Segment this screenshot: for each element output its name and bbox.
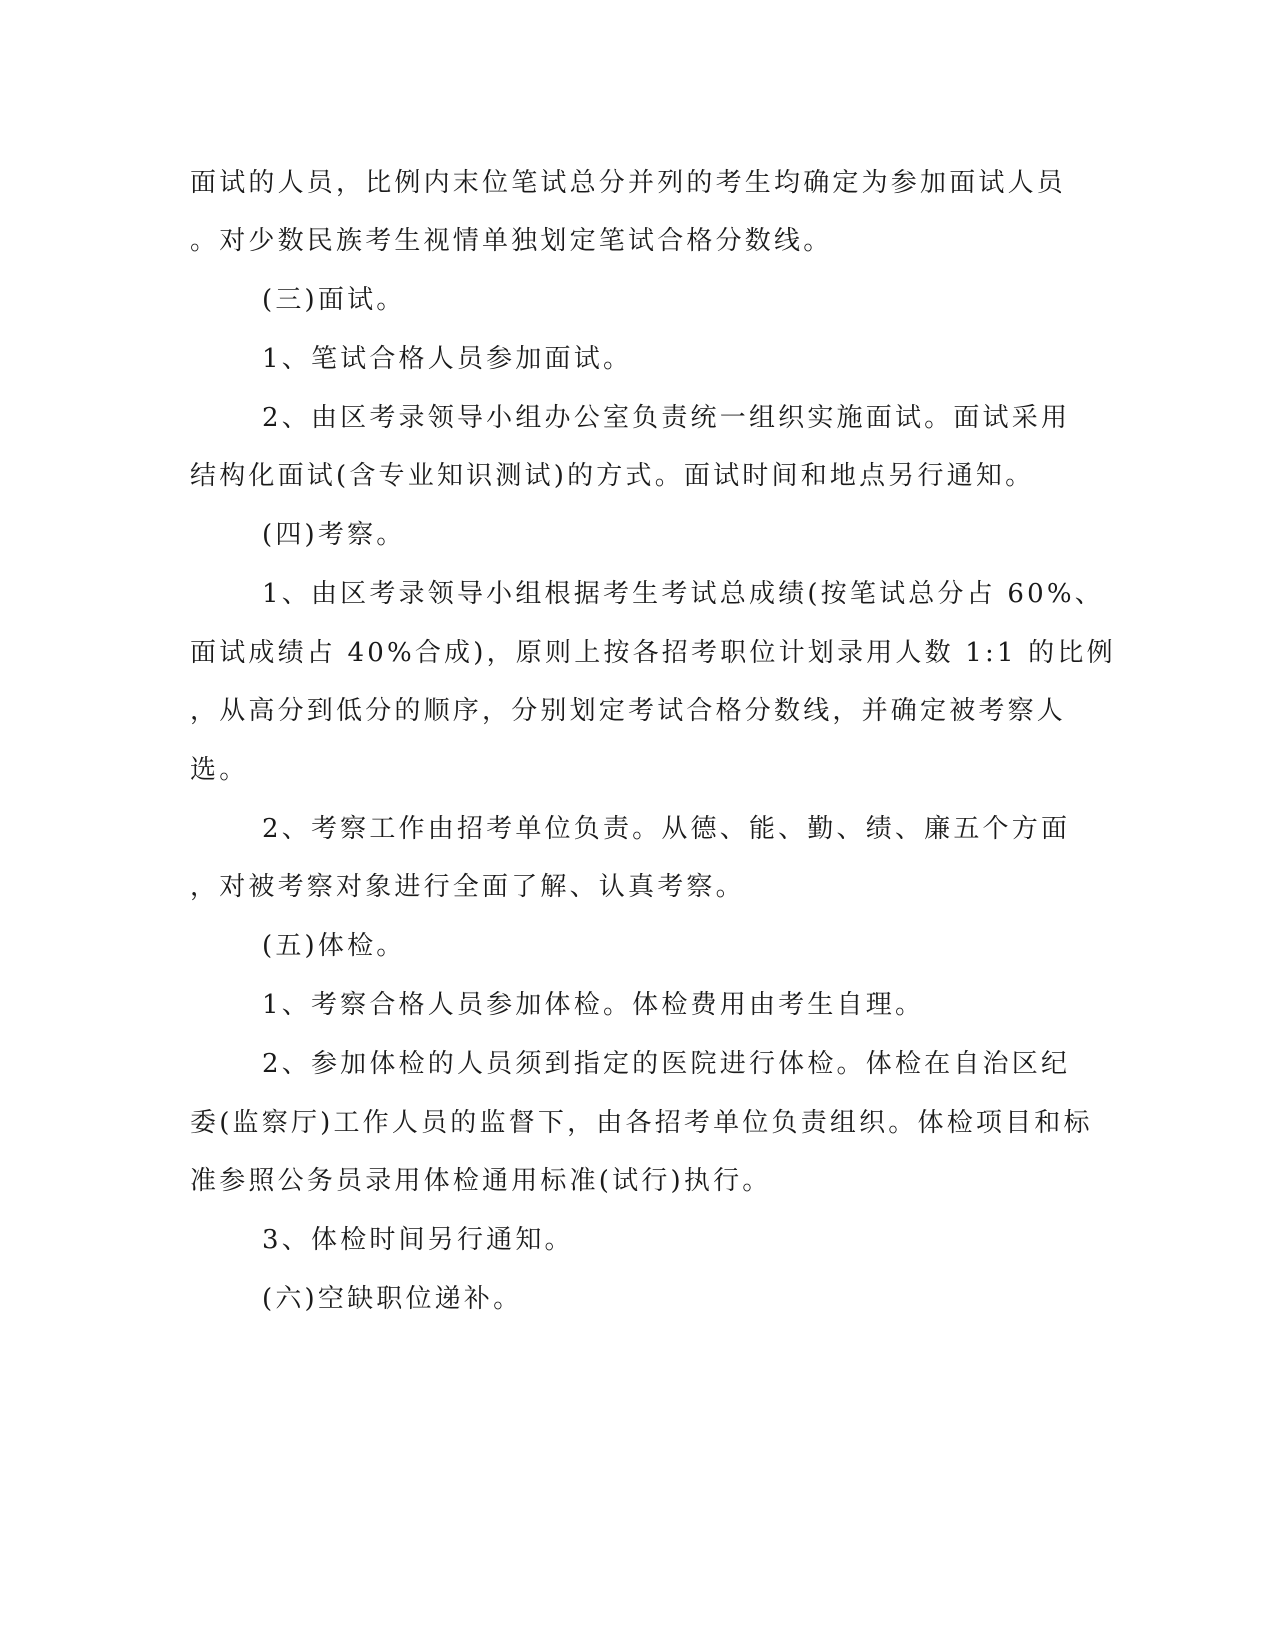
text-line: 1、笔试合格人员参加面试。 xyxy=(262,344,633,374)
text-line: 。对少数民族考生视情单独划定笔试合格分数线。 xyxy=(190,226,833,256)
section-heading: (五)体检。 xyxy=(262,931,406,961)
text-line: 1、考察合格人员参加体检。体检费用由考生自理。 xyxy=(262,990,925,1020)
text-line: 2、由区考录领导小组办公室负责统一组织实施面试。面试采用 xyxy=(262,403,1071,433)
text-line: ，从高分到低分的顺序，分别划定考试合格分数线，并确定被考察人 xyxy=(190,696,1067,726)
text-line: 2、参加体检的人员须到指定的医院进行体检。体检在自治区纪 xyxy=(262,1049,1071,1079)
text-line: ，对被考察对象进行全面了解、认真考察。 xyxy=(190,872,745,902)
section-heading: (六)空缺职位递补。 xyxy=(262,1284,523,1314)
text-line: 准参照公务员录用体检通用标准(试行)执行。 xyxy=(190,1166,772,1196)
text-line: 面试成绩占 40%合成)，原则上按各招考职位计划录用人数 1:1 的比例 xyxy=(190,638,1116,668)
section-heading: (四)考察。 xyxy=(262,520,406,550)
text-line: 面试的人员，比例内末位笔试总分并列的考生均确定为参加面试人员 xyxy=(190,168,1067,198)
text-line: 2、考察工作由招考单位负责。从德、能、勤、绩、廉五个方面 xyxy=(262,814,1071,844)
text-line: 选。 xyxy=(190,755,249,785)
text-line: 3、体检时间另行通知。 xyxy=(262,1225,574,1255)
text-line: 结构化面试(含专业知识测试)的方式。面试时间和地点另行通知。 xyxy=(190,461,1035,491)
text-line: 1、由区考录领导小组根据考生考试总成绩(按笔试总分占 60%、 xyxy=(262,579,1104,609)
section-heading: (三)面试。 xyxy=(262,285,406,315)
text-line: 委(监察厅)工作人员的监督下，由各招考单位负责组织。体检项目和标 xyxy=(190,1108,1093,1138)
